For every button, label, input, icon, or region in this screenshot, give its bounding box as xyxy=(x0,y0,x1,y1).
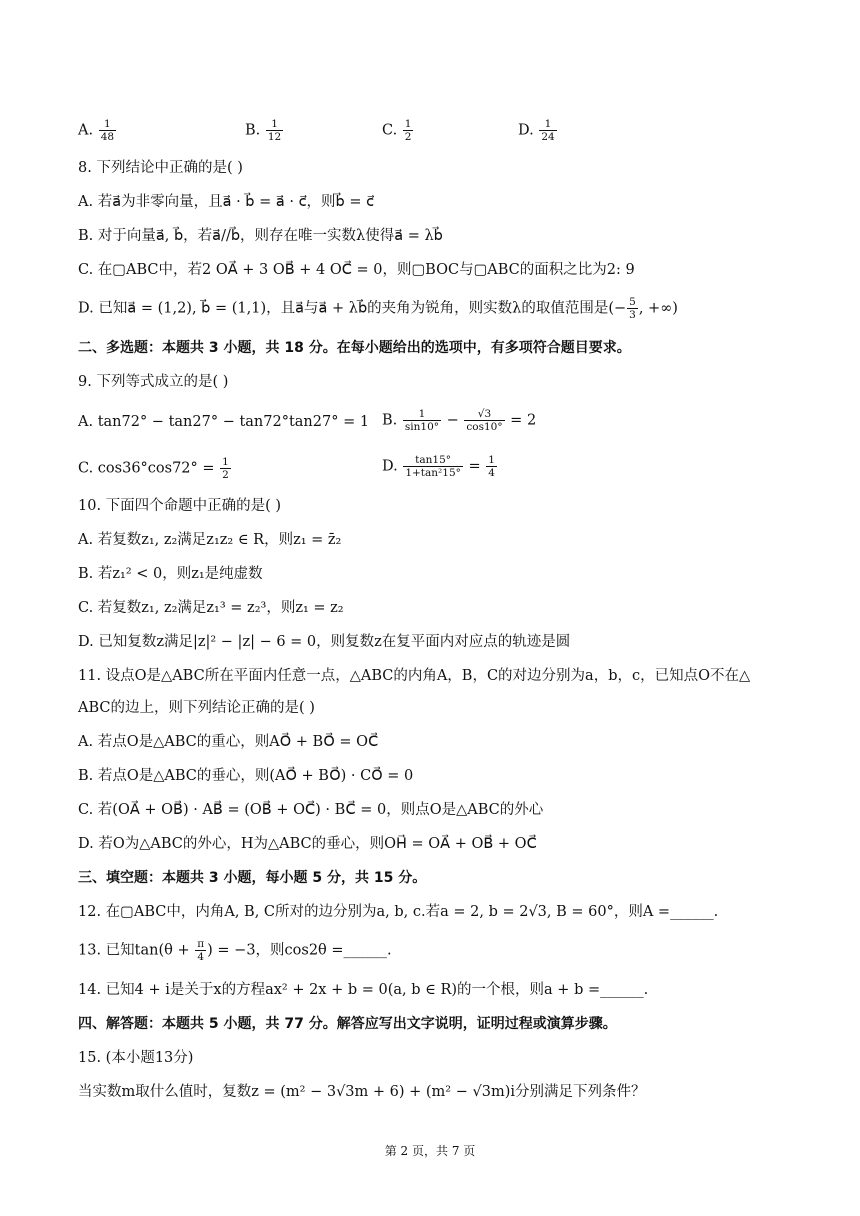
q7-option-d: D. $\frac{1}{24}$ xyxy=(518,118,555,143)
q9-option-d: D. $\frac{\tan 15^\circ}{\text{1+tan²15°}}$ = $\frac{1}{4}$ xyxy=(382,454,495,479)
q7-option-a: A. $\frac{1}{48}$ xyxy=(78,118,115,143)
q15-body: 当实数m取什么值时，复数z = (m² − 3√3m + 6) + (m² − √3m)i分别满足下列条件？ xyxy=(78,1084,646,1100)
q15-heading: 15. (本小题13分) xyxy=(78,1050,194,1066)
section-solution: 四、解答题：本题共 5 小题，共 77 分。解答应写出文字说明，证明过程或演算步骤。 xyxy=(78,1016,617,1032)
q12: 12. 在▢ABC中，内角A, B, C所对的边分别为a, b, c.若a = 2, b = 2√3, B = 60°，则A =______. xyxy=(78,904,719,920)
q10-option-d: D. 已知复数z满足|z|² − |z| − 6 = 0，则复数z在复平面内对应点的轨迹是圆 xyxy=(78,634,571,650)
q10-option-b: B. 若z₁² < 0，则z₁是纯虚数 xyxy=(78,566,263,582)
q10-option-a: A. 若复数z₁, z₂满足z₁z₂ ∈ R，则z₁ = z̄₂ xyxy=(78,532,342,548)
q9-option-b: B. $\frac{1}{\sin 10^\circ}$ − $\frac{√3}{\cos 10^\circ}$ = 2 xyxy=(382,408,537,433)
q11-option-a: A. 若点O是△ABC的重心，则AO⃗ + BO⃗ = OC⃗ xyxy=(78,734,379,750)
q7-option-c: C. $\frac{1}{2}$ xyxy=(382,118,412,143)
q10-option-c: C. 若复数z₁, z₂满足z₁³ = z₂³，则z₁ = z₂ xyxy=(78,600,344,616)
q9-option-a: A. tan72° − tan27° − tan72°tan27° = 1 xyxy=(78,414,370,430)
q11-stem-line1: 11. 设点O是△ABC所在平面内任意一点，△ABC的内角A，B，C的对边分别为a，b，c，已知点O不在△ xyxy=(78,668,751,684)
q11-option-c: C. 若(OA⃗ + OB⃗) · AB⃗ = (OB⃗ + OC⃗) · BC⃗ = 0，则点O是△ABC的外心 xyxy=(78,802,544,818)
section-multiple-choice: 二、多选题：本题共 3 小题，共 18 分。在每小题给出的选项中，有多项符合题目要求。 xyxy=(78,340,631,356)
q9-option-c: C. cos36°cos72° = $\frac{1}{2}$ xyxy=(78,456,229,481)
q8-option-c: C. 在▢ABC中，若2 OA⃗ + 3 OB⃗ + 4 OC⃗ = 0，则▢BOC与▢ABC的面积之比为2: 9 xyxy=(78,262,635,278)
q8-option-a: A. 若a⃗为非零向量，且a⃗ · b⃗ = a⃗ · c⃗，则b⃗ = c⃗ xyxy=(78,194,375,210)
q11-stem-line2: ABC的边上，则下列结论正确的是( ) xyxy=(78,700,315,716)
q11-option-d: D. 若O为△ABC的外心，H为△ABC的垂心，则OH⃗ = OA⃗ + OB⃗ + OC⃗ xyxy=(78,836,537,852)
q10-stem: 10. 下面四个命题中正确的是( ) xyxy=(78,498,282,514)
q7-option-b: B. $\frac{1}{12}$ xyxy=(245,118,282,143)
section-fill-in: 三、填空题：本题共 3 小题，每小题 5 分，共 15 分。 xyxy=(78,870,427,886)
page-footer: 第 2 页，共 7 页 xyxy=(384,1144,476,1158)
q14: 14. 已知4 + i是关于x的方程ax² + 2x + b = 0(a, b ∈ R)的一个根，则a + b =______. xyxy=(78,982,649,998)
q9-stem: 9. 下列等式成立的是( ) xyxy=(78,374,229,390)
q8-stem: 8. 下列结论中正确的是( ) xyxy=(78,160,243,176)
q11-option-b: B. 若点O是△ABC的垂心，则(AO⃗ + BO⃗) · CO⃗ = 0 xyxy=(78,768,414,784)
q8-option-b: B. 对于向量a⃗, b⃗，若a⃗//b⃗，则存在唯一实数λ使得a⃗ = λb⃗ xyxy=(78,228,443,244)
q8-option-d: D. 已知a⃗ = (1,2), b⃗ = (1,1)，且a⃗与a⃗ + λb⃗的夹角为锐角，则实数λ的取值范围是(− $\frac{5}{3}$ , +∞) xyxy=(78,296,678,321)
q13: 13. 已知tan(θ + $\frac{\pi}{4}$ ) = −3，则cos2θ =______. xyxy=(78,938,392,963)
